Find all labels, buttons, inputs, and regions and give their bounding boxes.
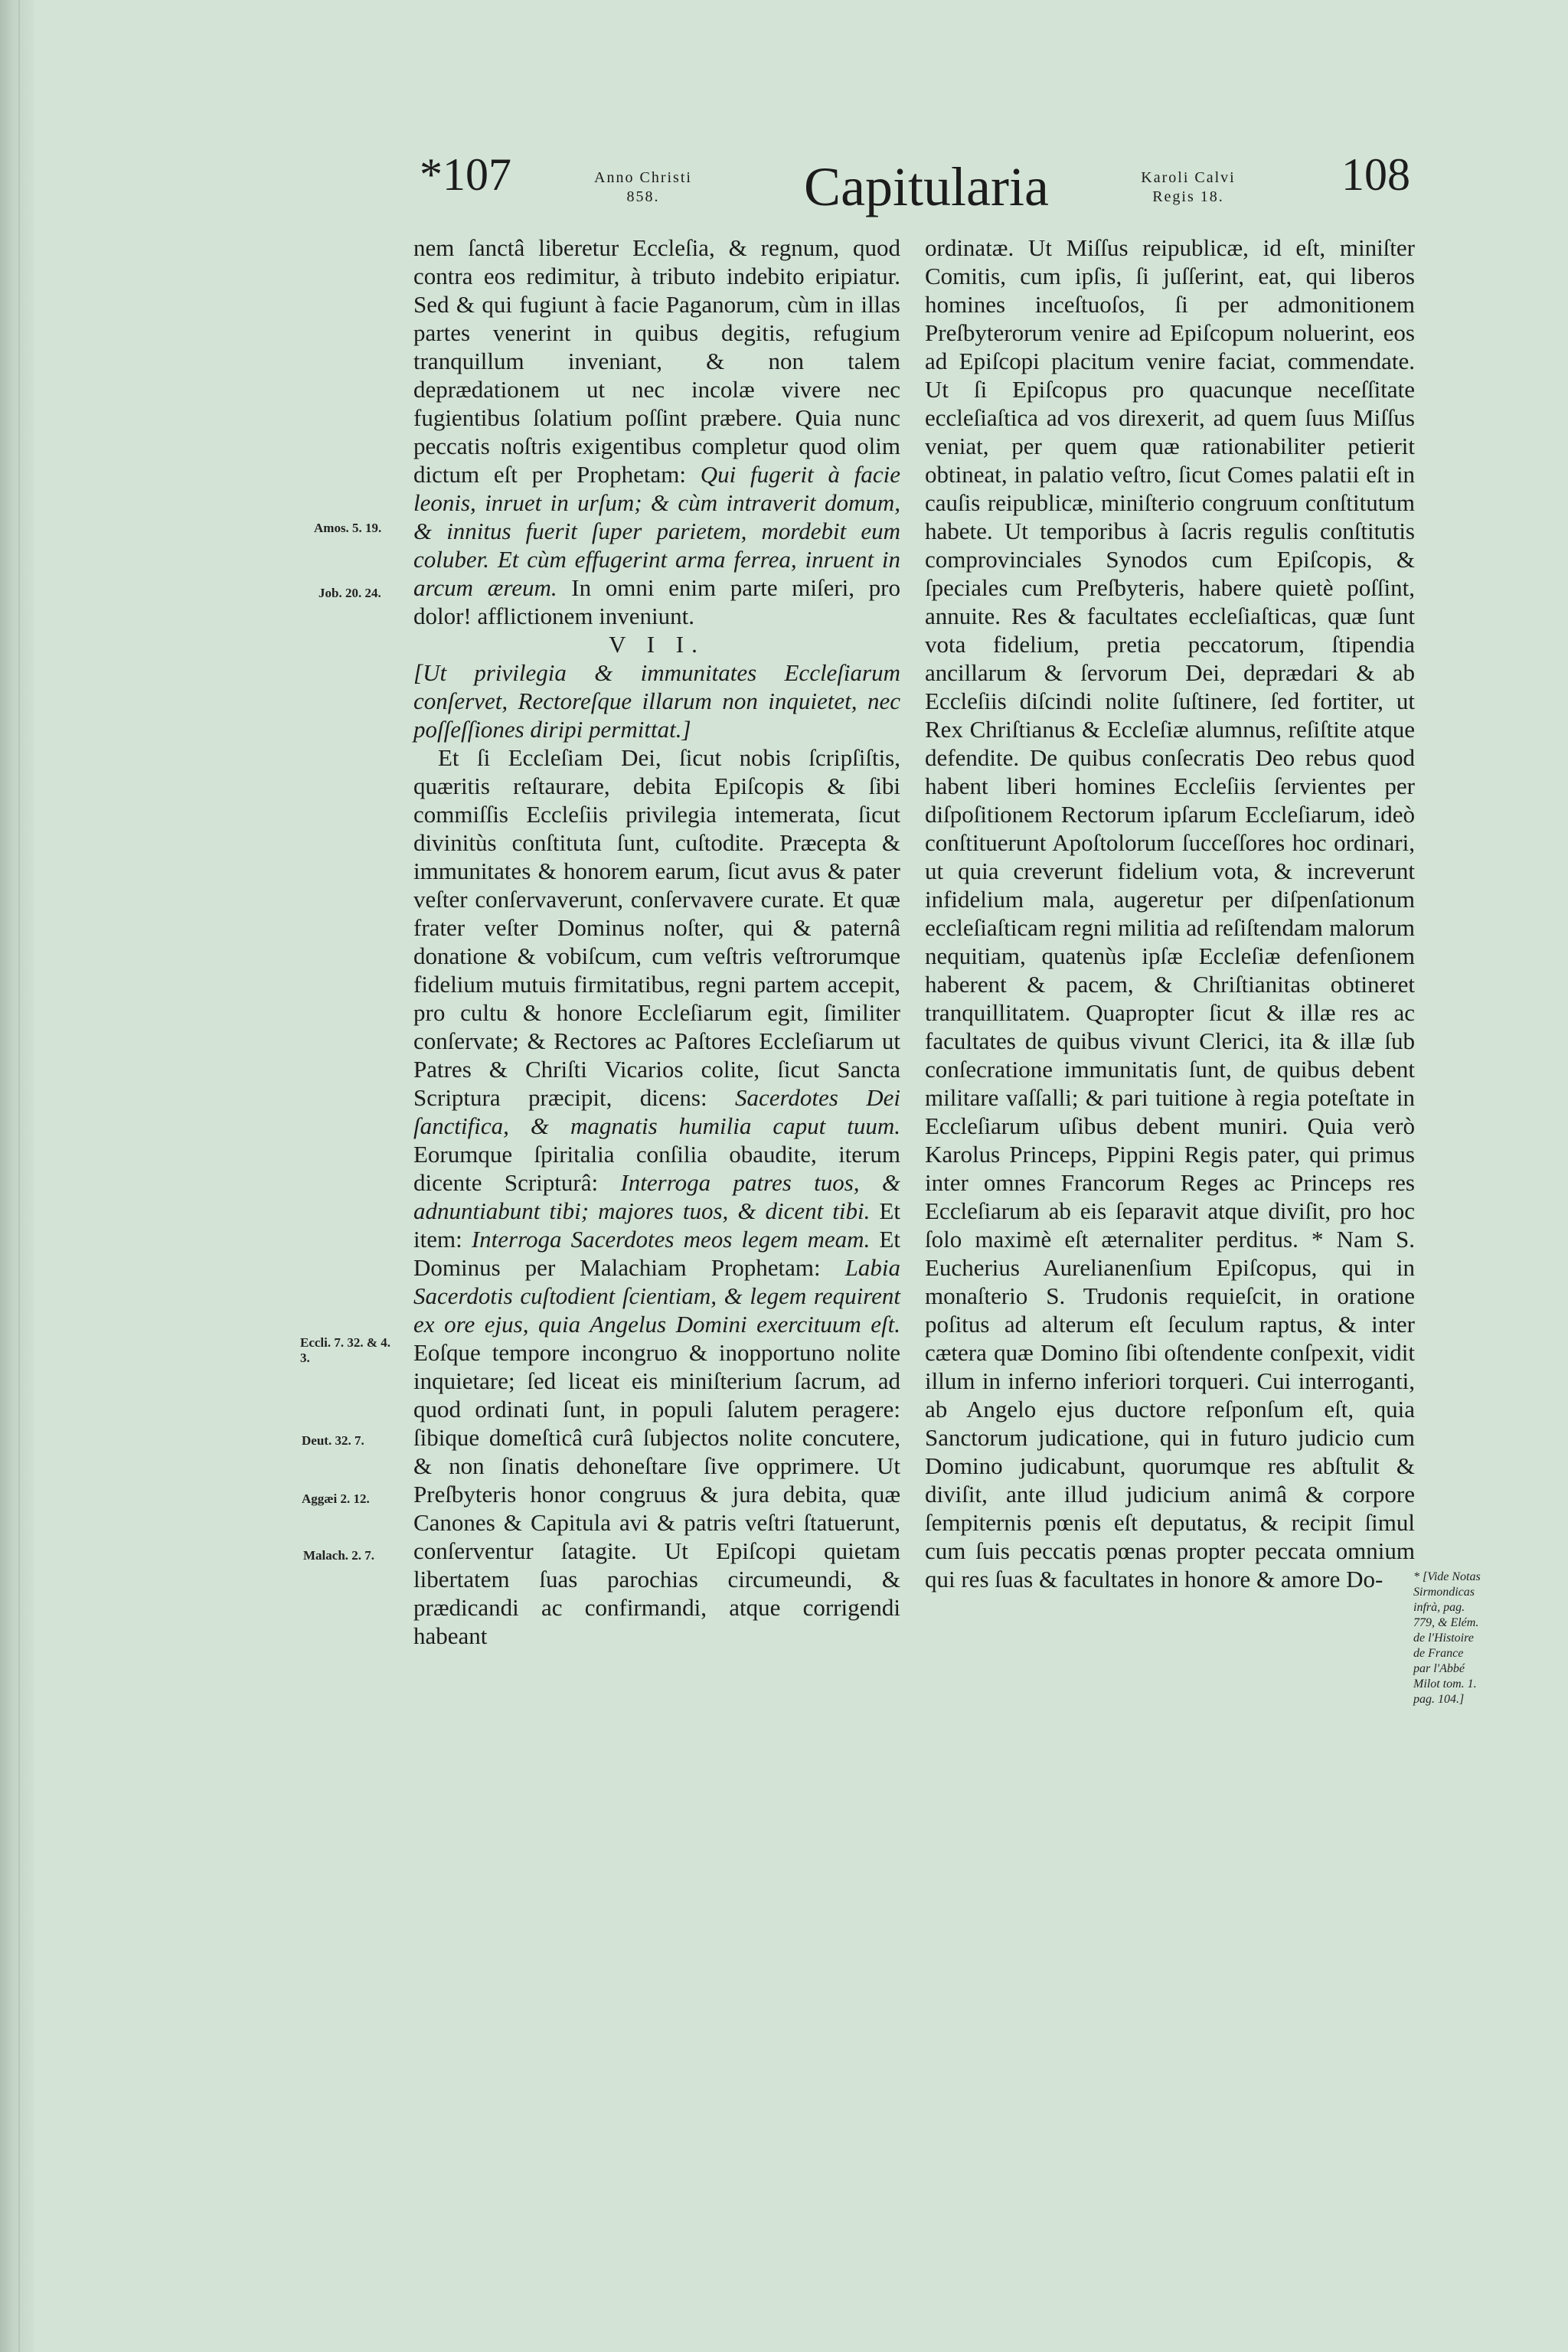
margin-note-aggai: Aggæi 2. 12.	[302, 1491, 370, 1506]
margin-note-vide: * [Vide Notas Sirmondicas infrà, pag. 779, & Elém. de l'Histoire de France par l'Abbé Milot tom. 1. pag. 104.]	[1413, 1570, 1481, 1706]
quotation: Qui fugerit à facie leonis, inruet in urſum; & cùm intraverit domum, & innitus fuerit ſuper parietem, mordebit eum coluber. Et cùm effugerint arma ferrea, inruent in arcum æreum.	[413, 461, 900, 601]
section-title	[413, 658, 900, 743]
king-heading	[1121, 168, 1256, 207]
page-title: Capitularia	[804, 156, 1049, 217]
year-value: 858.	[626, 188, 660, 205]
year-label: Anno Christi	[594, 169, 692, 186]
margin-note-deut: Deut. 32. 7.	[302, 1433, 364, 1448]
quotation: Interroga patres tuos, & adnuntiabunt tibi; majores tuos, & dicent tibi.	[413, 1169, 901, 1224]
paragraph-text: Et Dominus per Malachiam Prophetam:	[413, 1226, 900, 1281]
quotation: Labia Sacerdotis cuſtodient ſcientiam, & legem requirent ex ore ejus, quia Angelus Domini exercituum eſt.	[413, 1254, 900, 1338]
king-label: Karoli Calvi	[1141, 169, 1236, 186]
paragraph-text: In omni enim parte miſeri, pro dolor! afflictionem inveniunt.	[413, 574, 900, 629]
king-sub: Regis 18.	[1152, 188, 1224, 205]
paragraph-intro	[413, 234, 900, 630]
paragraph-text: Et item:	[413, 1197, 900, 1253]
year-heading	[567, 168, 720, 207]
section-number: V I I.	[609, 631, 705, 658]
paragraph-continued: ordinatæ. Ut Miſſus reipublicæ, id eſt, miniſter Comitis, cum ipſis, ſi juſſerint, eat, qui liberos homines inceſtuoſos, ſi per admonitionem Preſbyterorum venire ad Epiſcopum noluerint, eos ad Epiſcopi placitum venire faciat, commendate. Ut ſi Epiſcopus pro quacunque neceſſitate eccleſiaſtica ad vos direxerit, ad quem ſuus Miſſus veniat, per quem quæ rationabiliter petierit obtineat, in palatio veſtro, ſicut Comes palatii eſt in cauſis reipublicæ, miniſterio congruum conſtitutum habete. Ut temporibus à ſacris regulis conſtitutis comprovinciales Synodos cum Epiſcopis, & ſpeciales cum Preſbyteris, habere quietè poſſint, annuite. Res & facultates eccleſiaſticas, quæ ſunt vota fidelium, pretia peccatorum, ſtipendia ancillarum & ſervorum Dei, deprædari & ab Eccleſiis diſcindi nolite ſuſtinere, ſed fortiter, ut Rex Chriſtianus & Eccleſiæ alumnus, reſiſtite atque defendite. De quibus conſecratis Deo rebus quod habent liberi homines Eccleſiis ſervientes per diſpoſitionem Rectorum ipſarum Eccleſiarum, ideò conſtituerunt Apoſtolorum ſucceſſores hoc ordinari, ut quia creverunt fidelium vota, & increverunt infidelium mala, augeretur per diſpenſationum eccleſiaſticam regni militia ad reſiſtendam malorum nequitiam, quatenùs ipſæ Eccleſiæ defenſionem haberent & pacem, & Chriſtianitas obtineret tranquillitatem. Quapropter ſicut & illæ res ac facultates de quibus vivunt Clerici, ita & illæ ſub conſecratione immunitatis ſunt, de quibus debent militare vaſſalli; & pari tuitione à regia poteſtate in Eccleſiarum uſibus debent muniri. Quia verò Karolus Princeps, Pippini Regis pater, qui primus inter omnes Francorum Reges ac Princeps res Eccleſiarum ab eis ſeparavit atque diviſit, pro hoc ſolo maximè eſt æternaliter perditus. * Nam S. Eucherius Aurelianenſium Epiſcopus, qui in monaſterio S. Trudonis requieſcit, in oratione poſitus ad alterum eſt ſeculum raptus, & inter cætera quæ Domino ſibi oſtendente conſpexit, vidit illum in inferno inferiori torqueri. Cui interroganti, ab Angelo ejus ductore reſponſum eſt, quia Sanctorum judicatione, qui in futuro judicio cum Domino judicabunt, quorumque res abſtulit & diviſit, ante illud judicium animâ & corpore ſempiternis pœnis eſt deputatus, & recipit ſimul cum ſuis peccatis pœnas propter peccata omnium qui res ſuas & facultates in honore & amore Do-	[925, 234, 1415, 1592]
margin-note-amos: Amos. 5. 19.	[314, 521, 382, 535]
page-binding-edge	[0, 0, 34, 2352]
running-head	[0, 0, 1568, 245]
page-number-left: *107	[420, 149, 511, 200]
quotation: Sacerdotes Dei ſanctifica, & magnatis humilia caput tuum.	[413, 1084, 900, 1139]
paragraph-main	[413, 743, 900, 1650]
margin-note-eccli: Eccli. 7. 32. & 4. 3.	[300, 1335, 391, 1365]
left-column	[413, 234, 900, 1650]
margin-note-malach: Malach. 2. 7.	[303, 1548, 375, 1563]
page-number-right: 108	[1341, 149, 1410, 200]
margin-note-job: Job. 20. 24.	[318, 586, 381, 600]
paragraph-text: Eoſque tempore incongruo & inopportuno nolite inquietare; ſed liceat eis miniſterium ſacrum, ad quod ordinati ſunt, in populi ſalutem peragere: ſibique domeſticâ curâ ſubjectos nolite concutere, & non ſinatis dehoneſtare ſive opprimere. Ut Preſbyteris honor congruus & jura debita, quæ Canones & Capitula avi & patris veſtri ſtatuerunt, conſerventur ſatagite. Ut Epiſcopi quietam libertatem ſuas parochias circumeundi, & prædicandi ac confirmandi, atque corrigendi habeant	[413, 1339, 900, 1649]
paragraph-text: nem ſanctâ liberetur Eccleſia, & regnum, quod contra eos redimitur, à tributo indebito eripiatur. Sed & qui fugiunt à facie Paganorum, cùm in illas partes venerint in quibus degitis, refugium tranquillum inveniant, & non talem deprædationem ut nec incolæ vivere nec fugientibus ſolatium poſſint præbere. Quia nunc peccatis noſtris exigentibus completur quod olim dictum eſt per Prophetam:	[413, 234, 900, 488]
quotation: Interroga Sacerdotes meos legem meam.	[471, 1226, 871, 1253]
paragraph-text: Et ſi Eccleſiam Dei, ſicut nobis ſcripſiſtis, quæritis reſtaurare, debita Epiſcopis & ſibi commiſſis Eccleſiis privilegia intemerata, ſicut divinitùs conſtituta ſunt, cuſtodite. Præcepta & immunitates & honorem earum, ſicut avus & pater veſter conſervaverunt, conſervavere curate. Et quæ frater veſter Dominus noſter, qui & paternâ donatione & vobiſcum, cum veſtris veſtrorumque fidelium mutuis firmitatibus, regni partem accepit, pro cultu & honore Eccleſiarum egit, ſimiliter conſervate; & Rectores ac Paſtores Eccleſiarum ut Patres & Chriſti Vicarios colite, ſicut Sancta Scriptura præcipit, dicens:	[413, 744, 900, 1111]
right-column	[925, 234, 1415, 1593]
section-title-text: [Ut privilegia & immunitates Eccleſiarum conſervet, Rectoreſque illarum non inquietet, nec poſſeſſiones diripi permittat.]	[413, 659, 900, 743]
paragraph-text: Eorumque ſpiritalia conſilia obaudite, iterum dicente Scripturâ:	[413, 1141, 900, 1196]
